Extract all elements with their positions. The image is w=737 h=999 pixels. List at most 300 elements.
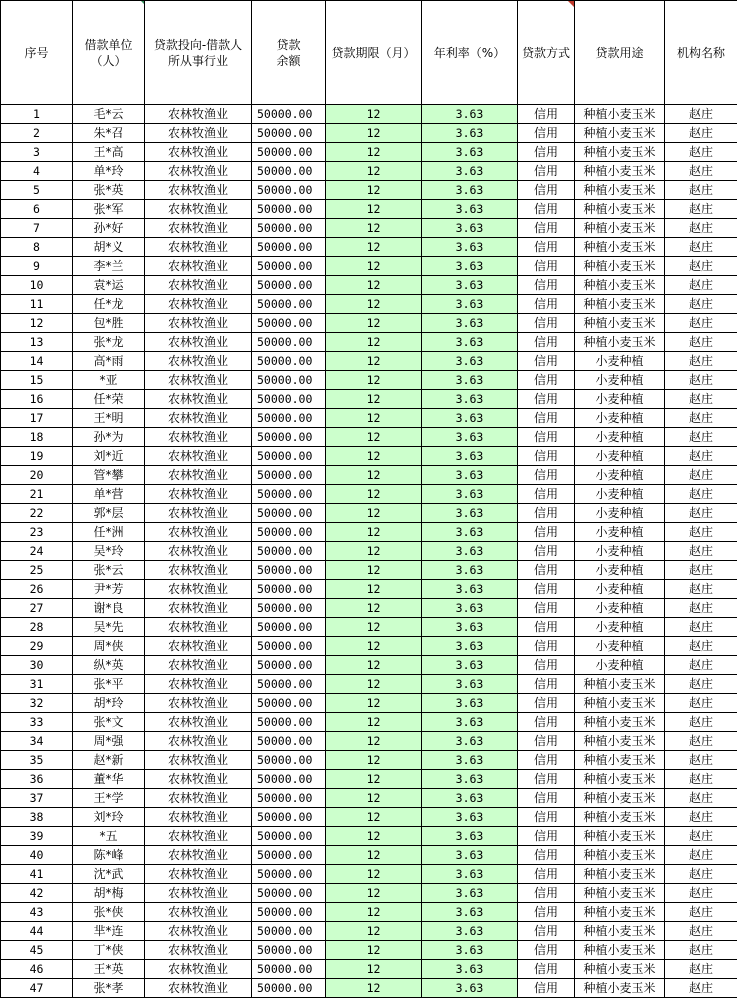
cell-term[interactable]: 12 bbox=[326, 941, 422, 960]
cell-seq[interactable]: 11 bbox=[1, 295, 73, 314]
cell-purpose[interactable]: 种植小麦玉米 bbox=[575, 979, 665, 998]
cell-term[interactable]: 12 bbox=[326, 181, 422, 200]
cell-balance[interactable]: 50000.00 bbox=[252, 466, 326, 485]
cell-seq[interactable]: 21 bbox=[1, 485, 73, 504]
cell-borrower[interactable]: 单*营 bbox=[73, 485, 145, 504]
cell-method[interactable]: 信用 bbox=[518, 485, 575, 504]
cell-balance[interactable]: 50000.00 bbox=[252, 390, 326, 409]
cell-seq[interactable]: 39 bbox=[1, 827, 73, 846]
cell-borrower[interactable]: 吴*先 bbox=[73, 618, 145, 637]
cell-purpose[interactable]: 种植小麦玉米 bbox=[575, 675, 665, 694]
cell-term[interactable]: 12 bbox=[326, 751, 422, 770]
cell-rate[interactable]: 3.63 bbox=[422, 656, 518, 675]
cell-institution[interactable]: 赵庄 bbox=[665, 238, 737, 257]
cell-balance[interactable]: 50000.00 bbox=[252, 447, 326, 466]
cell-institution[interactable]: 赵庄 bbox=[665, 390, 737, 409]
cell-industry[interactable]: 农林牧渔业 bbox=[145, 466, 252, 485]
cell-term[interactable]: 12 bbox=[326, 409, 422, 428]
cell-balance[interactable]: 50000.00 bbox=[252, 922, 326, 941]
cell-seq[interactable]: 41 bbox=[1, 865, 73, 884]
cell-term[interactable]: 12 bbox=[326, 884, 422, 903]
cell-institution[interactable]: 赵庄 bbox=[665, 751, 737, 770]
cell-industry[interactable]: 农林牧渔业 bbox=[145, 238, 252, 257]
cell-borrower[interactable]: 孙*为 bbox=[73, 428, 145, 447]
cell-balance[interactable]: 50000.00 bbox=[252, 181, 326, 200]
cell-purpose[interactable]: 种植小麦玉米 bbox=[575, 105, 665, 124]
cell-borrower[interactable]: 孙*好 bbox=[73, 219, 145, 238]
cell-method[interactable]: 信用 bbox=[518, 751, 575, 770]
cell-industry[interactable]: 农林牧渔业 bbox=[145, 637, 252, 656]
cell-purpose[interactable]: 种植小麦玉米 bbox=[575, 846, 665, 865]
cell-purpose[interactable]: 种植小麦玉米 bbox=[575, 314, 665, 333]
cell-purpose[interactable]: 种植小麦玉米 bbox=[575, 694, 665, 713]
cell-balance[interactable]: 50000.00 bbox=[252, 295, 326, 314]
cell-term[interactable]: 12 bbox=[326, 922, 422, 941]
cell-term[interactable]: 12 bbox=[326, 542, 422, 561]
cell-balance[interactable]: 50000.00 bbox=[252, 428, 326, 447]
cell-seq[interactable]: 23 bbox=[1, 523, 73, 542]
cell-industry[interactable]: 农林牧渔业 bbox=[145, 485, 252, 504]
cell-borrower[interactable]: 陈*峰 bbox=[73, 846, 145, 865]
cell-institution[interactable]: 赵庄 bbox=[665, 181, 737, 200]
cell-borrower[interactable]: 周*侠 bbox=[73, 637, 145, 656]
cell-industry[interactable]: 农林牧渔业 bbox=[145, 409, 252, 428]
cell-institution[interactable]: 赵庄 bbox=[665, 542, 737, 561]
cell-institution[interactable]: 赵庄 bbox=[665, 162, 737, 181]
header-purpose[interactable]: 贷款用途 bbox=[575, 1, 665, 105]
cell-rate[interactable]: 3.63 bbox=[422, 371, 518, 390]
cell-method[interactable]: 信用 bbox=[518, 599, 575, 618]
cell-industry[interactable]: 农林牧渔业 bbox=[145, 105, 252, 124]
cell-institution[interactable]: 赵庄 bbox=[665, 808, 737, 827]
cell-balance[interactable]: 50000.00 bbox=[252, 770, 326, 789]
cell-borrower[interactable]: 刘*近 bbox=[73, 447, 145, 466]
cell-industry[interactable]: 农林牧渔业 bbox=[145, 504, 252, 523]
cell-rate[interactable]: 3.63 bbox=[422, 409, 518, 428]
header-method[interactable]: 贷款方式 bbox=[518, 1, 575, 105]
header-rate[interactable]: 年利率（%） bbox=[422, 1, 518, 105]
cell-seq[interactable]: 32 bbox=[1, 694, 73, 713]
cell-industry[interactable]: 农林牧渔业 bbox=[145, 865, 252, 884]
cell-term[interactable]: 12 bbox=[326, 276, 422, 295]
cell-seq[interactable]: 12 bbox=[1, 314, 73, 333]
cell-rate[interactable]: 3.63 bbox=[422, 238, 518, 257]
cell-term[interactable]: 12 bbox=[326, 561, 422, 580]
cell-rate[interactable]: 3.63 bbox=[422, 485, 518, 504]
cell-borrower[interactable]: 张*军 bbox=[73, 200, 145, 219]
cell-borrower[interactable]: 张*侠 bbox=[73, 903, 145, 922]
cell-industry[interactable]: 农林牧渔业 bbox=[145, 903, 252, 922]
cell-institution[interactable]: 赵庄 bbox=[665, 599, 737, 618]
cell-method[interactable]: 信用 bbox=[518, 827, 575, 846]
cell-seq[interactable]: 37 bbox=[1, 789, 73, 808]
cell-rate[interactable]: 3.63 bbox=[422, 694, 518, 713]
cell-seq[interactable]: 8 bbox=[1, 238, 73, 257]
cell-seq[interactable]: 15 bbox=[1, 371, 73, 390]
cell-purpose[interactable]: 小麦种植 bbox=[575, 542, 665, 561]
cell-borrower[interactable]: 郭*层 bbox=[73, 504, 145, 523]
cell-term[interactable]: 12 bbox=[326, 352, 422, 371]
cell-seq[interactable]: 13 bbox=[1, 333, 73, 352]
cell-method[interactable]: 信用 bbox=[518, 865, 575, 884]
cell-term[interactable]: 12 bbox=[326, 979, 422, 998]
cell-borrower[interactable]: 丁*侠 bbox=[73, 941, 145, 960]
cell-term[interactable]: 12 bbox=[326, 808, 422, 827]
cell-rate[interactable]: 3.63 bbox=[422, 352, 518, 371]
cell-term[interactable]: 12 bbox=[326, 485, 422, 504]
cell-borrower[interactable]: 包*胜 bbox=[73, 314, 145, 333]
cell-industry[interactable]: 农林牧渔业 bbox=[145, 561, 252, 580]
cell-method[interactable]: 信用 bbox=[518, 675, 575, 694]
cell-industry[interactable]: 农林牧渔业 bbox=[145, 428, 252, 447]
cell-rate[interactable]: 3.63 bbox=[422, 827, 518, 846]
cell-institution[interactable]: 赵庄 bbox=[665, 922, 737, 941]
cell-balance[interactable]: 50000.00 bbox=[252, 371, 326, 390]
cell-balance[interactable]: 50000.00 bbox=[252, 960, 326, 979]
cell-industry[interactable]: 农林牧渔业 bbox=[145, 694, 252, 713]
cell-method[interactable]: 信用 bbox=[518, 618, 575, 637]
cell-purpose[interactable]: 小麦种植 bbox=[575, 656, 665, 675]
cell-term[interactable]: 12 bbox=[326, 770, 422, 789]
cell-seq[interactable]: 26 bbox=[1, 580, 73, 599]
cell-purpose[interactable]: 种植小麦玉米 bbox=[575, 257, 665, 276]
cell-industry[interactable]: 农林牧渔业 bbox=[145, 732, 252, 751]
cell-institution[interactable]: 赵庄 bbox=[665, 447, 737, 466]
cell-institution[interactable]: 赵庄 bbox=[665, 523, 737, 542]
cell-rate[interactable]: 3.63 bbox=[422, 523, 518, 542]
cell-rate[interactable]: 3.63 bbox=[422, 580, 518, 599]
cell-rate[interactable]: 3.63 bbox=[422, 219, 518, 238]
cell-borrower[interactable]: 朱*召 bbox=[73, 124, 145, 143]
cell-seq[interactable]: 2 bbox=[1, 124, 73, 143]
cell-institution[interactable]: 赵庄 bbox=[665, 295, 737, 314]
cell-seq[interactable]: 43 bbox=[1, 903, 73, 922]
cell-institution[interactable]: 赵庄 bbox=[665, 675, 737, 694]
cell-seq[interactable]: 18 bbox=[1, 428, 73, 447]
cell-term[interactable]: 12 bbox=[326, 827, 422, 846]
cell-institution[interactable]: 赵庄 bbox=[665, 789, 737, 808]
cell-balance[interactable]: 50000.00 bbox=[252, 713, 326, 732]
cell-industry[interactable]: 农林牧渔业 bbox=[145, 200, 252, 219]
cell-borrower[interactable]: *亚 bbox=[73, 371, 145, 390]
cell-industry[interactable]: 农林牧渔业 bbox=[145, 751, 252, 770]
cell-industry[interactable]: 农林牧渔业 bbox=[145, 808, 252, 827]
cell-method[interactable]: 信用 bbox=[518, 238, 575, 257]
cell-term[interactable]: 12 bbox=[326, 846, 422, 865]
cell-industry[interactable]: 农林牧渔业 bbox=[145, 523, 252, 542]
cell-seq[interactable]: 40 bbox=[1, 846, 73, 865]
cell-method[interactable]: 信用 bbox=[518, 770, 575, 789]
cell-rate[interactable]: 3.63 bbox=[422, 447, 518, 466]
cell-borrower[interactable]: 周*强 bbox=[73, 732, 145, 751]
cell-balance[interactable]: 50000.00 bbox=[252, 979, 326, 998]
cell-method[interactable]: 信用 bbox=[518, 447, 575, 466]
cell-seq[interactable]: 17 bbox=[1, 409, 73, 428]
cell-term[interactable]: 12 bbox=[326, 143, 422, 162]
cell-term[interactable]: 12 bbox=[326, 637, 422, 656]
cell-institution[interactable]: 赵庄 bbox=[665, 732, 737, 751]
cell-borrower[interactable]: 单*玲 bbox=[73, 162, 145, 181]
cell-method[interactable]: 信用 bbox=[518, 941, 575, 960]
cell-balance[interactable]: 50000.00 bbox=[252, 561, 326, 580]
cell-method[interactable]: 信用 bbox=[518, 713, 575, 732]
cell-borrower[interactable]: 王*学 bbox=[73, 789, 145, 808]
cell-industry[interactable]: 农林牧渔业 bbox=[145, 941, 252, 960]
cell-seq[interactable]: 5 bbox=[1, 181, 73, 200]
cell-industry[interactable]: 农林牧渔业 bbox=[145, 352, 252, 371]
cell-rate[interactable]: 3.63 bbox=[422, 504, 518, 523]
cell-seq[interactable]: 29 bbox=[1, 637, 73, 656]
cell-term[interactable]: 12 bbox=[326, 580, 422, 599]
header-borrower[interactable]: 借款单位（人） bbox=[73, 1, 145, 105]
cell-rate[interactable]: 3.63 bbox=[422, 941, 518, 960]
cell-balance[interactable]: 50000.00 bbox=[252, 694, 326, 713]
cell-rate[interactable]: 3.63 bbox=[422, 751, 518, 770]
cell-term[interactable]: 12 bbox=[326, 504, 422, 523]
cell-term[interactable]: 12 bbox=[326, 219, 422, 238]
cell-seq[interactable]: 27 bbox=[1, 599, 73, 618]
cell-rate[interactable]: 3.63 bbox=[422, 732, 518, 751]
cell-rate[interactable]: 3.63 bbox=[422, 314, 518, 333]
cell-method[interactable]: 信用 bbox=[518, 466, 575, 485]
cell-term[interactable]: 12 bbox=[326, 466, 422, 485]
cell-balance[interactable]: 50000.00 bbox=[252, 485, 326, 504]
cell-seq[interactable]: 28 bbox=[1, 618, 73, 637]
cell-industry[interactable]: 农林牧渔业 bbox=[145, 789, 252, 808]
cell-purpose[interactable]: 种植小麦玉米 bbox=[575, 903, 665, 922]
cell-industry[interactable]: 农林牧渔业 bbox=[145, 542, 252, 561]
cell-term[interactable]: 12 bbox=[326, 675, 422, 694]
cell-balance[interactable]: 50000.00 bbox=[252, 637, 326, 656]
cell-balance[interactable]: 50000.00 bbox=[252, 656, 326, 675]
cell-term[interactable]: 12 bbox=[326, 238, 422, 257]
cell-institution[interactable]: 赵庄 bbox=[665, 846, 737, 865]
cell-institution[interactable]: 赵庄 bbox=[665, 371, 737, 390]
cell-seq[interactable]: 10 bbox=[1, 276, 73, 295]
cell-purpose[interactable]: 小麦种植 bbox=[575, 561, 665, 580]
cell-seq[interactable]: 4 bbox=[1, 162, 73, 181]
cell-institution[interactable]: 赵庄 bbox=[665, 884, 737, 903]
cell-purpose[interactable]: 种植小麦玉米 bbox=[575, 865, 665, 884]
cell-seq[interactable]: 14 bbox=[1, 352, 73, 371]
cell-seq[interactable]: 30 bbox=[1, 656, 73, 675]
cell-balance[interactable]: 50000.00 bbox=[252, 941, 326, 960]
cell-balance[interactable]: 50000.00 bbox=[252, 827, 326, 846]
cell-method[interactable]: 信用 bbox=[518, 143, 575, 162]
cell-industry[interactable]: 农林牧渔业 bbox=[145, 257, 252, 276]
cell-method[interactable]: 信用 bbox=[518, 276, 575, 295]
cell-purpose[interactable]: 小麦种植 bbox=[575, 618, 665, 637]
cell-method[interactable]: 信用 bbox=[518, 371, 575, 390]
cell-rate[interactable]: 3.63 bbox=[422, 903, 518, 922]
cell-borrower[interactable]: 尹*芳 bbox=[73, 580, 145, 599]
cell-purpose[interactable]: 小麦种植 bbox=[575, 523, 665, 542]
cell-institution[interactable]: 赵庄 bbox=[665, 979, 737, 998]
cell-borrower[interactable]: 胡*玲 bbox=[73, 694, 145, 713]
cell-industry[interactable]: 农林牧渔业 bbox=[145, 181, 252, 200]
cell-method[interactable]: 信用 bbox=[518, 105, 575, 124]
cell-seq[interactable]: 44 bbox=[1, 922, 73, 941]
cell-rate[interactable]: 3.63 bbox=[422, 808, 518, 827]
cell-borrower[interactable]: 毛*云 bbox=[73, 105, 145, 124]
cell-method[interactable]: 信用 bbox=[518, 124, 575, 143]
cell-rate[interactable]: 3.63 bbox=[422, 922, 518, 941]
cell-industry[interactable]: 农林牧渔业 bbox=[145, 884, 252, 903]
cell-rate[interactable]: 3.63 bbox=[422, 124, 518, 143]
cell-balance[interactable]: 50000.00 bbox=[252, 105, 326, 124]
cell-industry[interactable]: 农林牧渔业 bbox=[145, 124, 252, 143]
header-institution[interactable]: 机构名称 bbox=[665, 1, 737, 105]
cell-rate[interactable]: 3.63 bbox=[422, 561, 518, 580]
cell-borrower[interactable]: 赵*新 bbox=[73, 751, 145, 770]
cell-purpose[interactable]: 小麦种植 bbox=[575, 580, 665, 599]
cell-method[interactable]: 信用 bbox=[518, 846, 575, 865]
cell-method[interactable]: 信用 bbox=[518, 808, 575, 827]
cell-institution[interactable]: 赵庄 bbox=[665, 694, 737, 713]
cell-term[interactable]: 12 bbox=[326, 390, 422, 409]
cell-method[interactable]: 信用 bbox=[518, 732, 575, 751]
cell-institution[interactable]: 赵庄 bbox=[665, 219, 737, 238]
cell-borrower[interactable]: 吴*玲 bbox=[73, 542, 145, 561]
cell-borrower[interactable]: 纵*英 bbox=[73, 656, 145, 675]
cell-industry[interactable]: 农林牧渔业 bbox=[145, 390, 252, 409]
cell-rate[interactable]: 3.63 bbox=[422, 979, 518, 998]
cell-borrower[interactable]: 高*雨 bbox=[73, 352, 145, 371]
cell-rate[interactable]: 3.63 bbox=[422, 865, 518, 884]
cell-seq[interactable]: 35 bbox=[1, 751, 73, 770]
cell-method[interactable]: 信用 bbox=[518, 960, 575, 979]
cell-purpose[interactable]: 种植小麦玉米 bbox=[575, 884, 665, 903]
cell-institution[interactable]: 赵庄 bbox=[665, 770, 737, 789]
cell-balance[interactable]: 50000.00 bbox=[252, 409, 326, 428]
cell-institution[interactable]: 赵庄 bbox=[665, 143, 737, 162]
cell-rate[interactable]: 3.63 bbox=[422, 257, 518, 276]
cell-seq[interactable]: 9 bbox=[1, 257, 73, 276]
cell-rate[interactable]: 3.63 bbox=[422, 884, 518, 903]
cell-term[interactable]: 12 bbox=[326, 124, 422, 143]
cell-rate[interactable]: 3.63 bbox=[422, 599, 518, 618]
cell-seq[interactable]: 33 bbox=[1, 713, 73, 732]
cell-method[interactable]: 信用 bbox=[518, 523, 575, 542]
cell-balance[interactable]: 50000.00 bbox=[252, 523, 326, 542]
header-term[interactable]: 贷款期限（月） bbox=[326, 1, 422, 105]
cell-term[interactable]: 12 bbox=[326, 162, 422, 181]
cell-seq[interactable]: 31 bbox=[1, 675, 73, 694]
cell-industry[interactable]: 农林牧渔业 bbox=[145, 143, 252, 162]
cell-purpose[interactable]: 小麦种植 bbox=[575, 390, 665, 409]
cell-balance[interactable]: 50000.00 bbox=[252, 618, 326, 637]
cell-balance[interactable]: 50000.00 bbox=[252, 599, 326, 618]
cell-seq[interactable]: 22 bbox=[1, 504, 73, 523]
cell-seq[interactable]: 3 bbox=[1, 143, 73, 162]
cell-purpose[interactable]: 小麦种植 bbox=[575, 371, 665, 390]
cell-balance[interactable]: 50000.00 bbox=[252, 580, 326, 599]
cell-rate[interactable]: 3.63 bbox=[422, 713, 518, 732]
cell-balance[interactable]: 50000.00 bbox=[252, 257, 326, 276]
cell-seq[interactable]: 7 bbox=[1, 219, 73, 238]
cell-rate[interactable]: 3.63 bbox=[422, 276, 518, 295]
cell-method[interactable]: 信用 bbox=[518, 352, 575, 371]
cell-term[interactable]: 12 bbox=[326, 295, 422, 314]
cell-purpose[interactable]: 种植小麦玉米 bbox=[575, 238, 665, 257]
cell-purpose[interactable]: 种植小麦玉米 bbox=[575, 713, 665, 732]
cell-institution[interactable]: 赵庄 bbox=[665, 466, 737, 485]
cell-term[interactable]: 12 bbox=[326, 428, 422, 447]
cell-borrower[interactable]: 任*荣 bbox=[73, 390, 145, 409]
cell-rate[interactable]: 3.63 bbox=[422, 960, 518, 979]
cell-balance[interactable]: 50000.00 bbox=[252, 884, 326, 903]
cell-rate[interactable]: 3.63 bbox=[422, 162, 518, 181]
cell-method[interactable]: 信用 bbox=[518, 162, 575, 181]
cell-method[interactable]: 信用 bbox=[518, 694, 575, 713]
cell-purpose[interactable]: 种植小麦玉米 bbox=[575, 922, 665, 941]
cell-term[interactable]: 12 bbox=[326, 314, 422, 333]
cell-purpose[interactable]: 小麦种植 bbox=[575, 466, 665, 485]
cell-institution[interactable]: 赵庄 bbox=[665, 352, 737, 371]
cell-purpose[interactable]: 种植小麦玉米 bbox=[575, 181, 665, 200]
cell-borrower[interactable]: 王*明 bbox=[73, 409, 145, 428]
cell-balance[interactable]: 50000.00 bbox=[252, 732, 326, 751]
cell-rate[interactable]: 3.63 bbox=[422, 618, 518, 637]
cell-balance[interactable]: 50000.00 bbox=[252, 333, 326, 352]
header-seq[interactable]: 序号 bbox=[1, 1, 73, 105]
cell-seq[interactable]: 36 bbox=[1, 770, 73, 789]
cell-term[interactable]: 12 bbox=[326, 694, 422, 713]
cell-institution[interactable]: 赵庄 bbox=[665, 200, 737, 219]
cell-method[interactable]: 信用 bbox=[518, 542, 575, 561]
cell-term[interactable]: 12 bbox=[326, 865, 422, 884]
cell-seq[interactable]: 1 bbox=[1, 105, 73, 124]
cell-borrower[interactable]: 张*英 bbox=[73, 181, 145, 200]
cell-method[interactable]: 信用 bbox=[518, 257, 575, 276]
cell-method[interactable]: 信用 bbox=[518, 314, 575, 333]
cell-borrower[interactable]: 张*文 bbox=[73, 713, 145, 732]
cell-balance[interactable]: 50000.00 bbox=[252, 846, 326, 865]
cell-industry[interactable]: 农林牧渔业 bbox=[145, 371, 252, 390]
cell-purpose[interactable]: 种植小麦玉米 bbox=[575, 276, 665, 295]
cell-industry[interactable]: 农林牧渔业 bbox=[145, 599, 252, 618]
cell-purpose[interactable]: 种植小麦玉米 bbox=[575, 732, 665, 751]
cell-institution[interactable]: 赵庄 bbox=[665, 257, 737, 276]
cell-industry[interactable]: 农林牧渔业 bbox=[145, 295, 252, 314]
cell-industry[interactable]: 农林牧渔业 bbox=[145, 314, 252, 333]
cell-rate[interactable]: 3.63 bbox=[422, 770, 518, 789]
cell-purpose[interactable]: 小麦种植 bbox=[575, 485, 665, 504]
cell-institution[interactable]: 赵庄 bbox=[665, 656, 737, 675]
cell-method[interactable]: 信用 bbox=[518, 219, 575, 238]
cell-term[interactable]: 12 bbox=[326, 960, 422, 979]
cell-institution[interactable]: 赵庄 bbox=[665, 960, 737, 979]
cell-institution[interactable]: 赵庄 bbox=[665, 124, 737, 143]
cell-balance[interactable]: 50000.00 bbox=[252, 238, 326, 257]
cell-seq[interactable]: 24 bbox=[1, 542, 73, 561]
cell-balance[interactable]: 50000.00 bbox=[252, 162, 326, 181]
cell-borrower[interactable]: 张*龙 bbox=[73, 333, 145, 352]
cell-rate[interactable]: 3.63 bbox=[422, 428, 518, 447]
cell-method[interactable]: 信用 bbox=[518, 409, 575, 428]
cell-term[interactable]: 12 bbox=[326, 713, 422, 732]
header-balance[interactable]: 贷款余额 bbox=[252, 1, 326, 105]
cell-rate[interactable]: 3.63 bbox=[422, 333, 518, 352]
cell-term[interactable]: 12 bbox=[326, 371, 422, 390]
cell-method[interactable]: 信用 bbox=[518, 504, 575, 523]
cell-purpose[interactable]: 种植小麦玉米 bbox=[575, 960, 665, 979]
cell-industry[interactable]: 农林牧渔业 bbox=[145, 675, 252, 694]
cell-rate[interactable]: 3.63 bbox=[422, 846, 518, 865]
cell-purpose[interactable]: 小麦种植 bbox=[575, 447, 665, 466]
cell-borrower[interactable]: 张*平 bbox=[73, 675, 145, 694]
cell-purpose[interactable]: 种植小麦玉米 bbox=[575, 751, 665, 770]
